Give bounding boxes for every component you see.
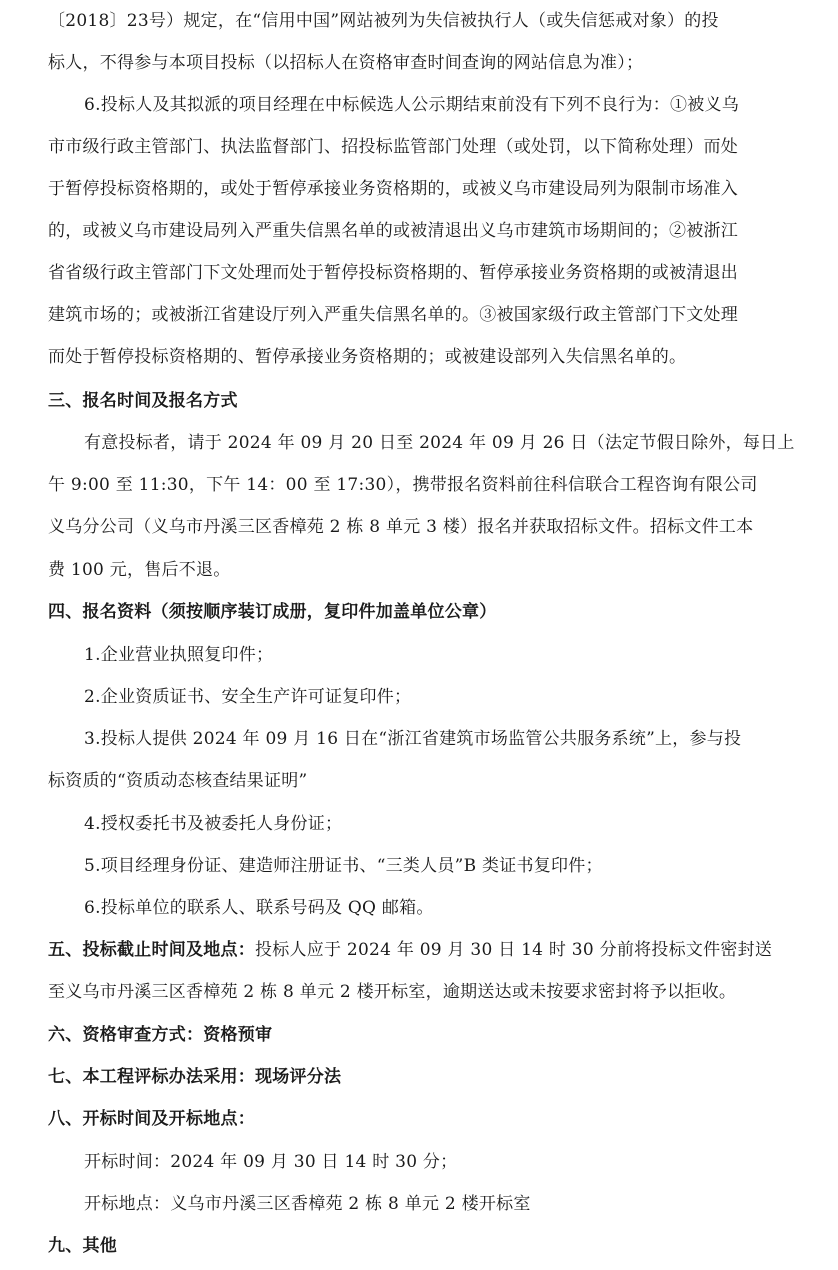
- list-item-6-line: 6.投标人及其拟派的项目经理在中标候选人公示期结束前没有下列不良行为：①被义乌: [84, 95, 739, 115]
- section-heading-5-text: 投标人应于 2024 年 09 月 30 日 14 时 30 分前将投标文件密封送: [255, 940, 773, 960]
- section-heading-5: [48, 929, 796, 971]
- list-item-continuation: 标资质的“资质动态核查结果证明”: [48, 771, 308, 791]
- section-heading-4: 四、报名资料（须按顺序装订成册，复印件加盖单位公章）: [48, 602, 497, 622]
- section-heading-8: 八、开标时间及开标地点：: [48, 1109, 255, 1129]
- paragraph-line: 省省级行政主管部门下文处理而处于暂停投标资格期的、暂停承接业务资格期的或被清退出: [48, 263, 738, 283]
- section-heading-9: 九、其他: [48, 1236, 117, 1256]
- section-heading-6: 六、资格审查方式：资格预审: [48, 1025, 273, 1045]
- section-heading-7: 七、本工程评标办法采用：现场评分法: [48, 1067, 342, 1087]
- paragraph-line: 于暂停投标资格期的，或处于暂停承接业务资格期的，或被义乌市建设局列为限制市场准入: [48, 179, 738, 199]
- paragraph-line: 而处于暂停投标资格期的、暂停承接业务资格期的；或被建设部列入失信黑名单的。: [48, 347, 687, 367]
- opening-time: 开标时间：2024 年 09 月 30 日 14 时 30 分；: [84, 1152, 458, 1172]
- paragraph-line: 标人，不得参与本项目投标（以招标人在资格审查时间查询的网站信息为准）；: [48, 53, 644, 73]
- section-heading-5-label: 五、投标截止时间及地点：: [48, 940, 255, 960]
- paragraph-line: 〔2018〕23号）规定，在“信用中国”网站被列为失信被执行人（或失信惩戒对象）的投: [48, 11, 719, 31]
- list-item: 5.项目经理身份证、建造师注册证书、“三类人员”B 类证书复印件；: [84, 856, 603, 876]
- list-item: 6.投标单位的联系人、联系号码及 QQ 邮箱。: [84, 898, 434, 918]
- paragraph-line: 的，或被义乌市建设局列入严重失信黑名单的或被清退出义乌市建筑市场期间的；②被浙江: [48, 221, 738, 241]
- opening-location: 开标地点：义乌市丹溪三区香樟苑 2 栋 8 单元 2 楼开标室: [84, 1194, 531, 1214]
- paragraph-line: 费 100 元，售后不退。: [48, 560, 231, 580]
- list-item: 3.投标人提供 2024 年 09 月 16 日在“浙江省建筑市场监管公共服务系统”上，参与投: [84, 729, 742, 749]
- list-item: 1.企业营业执照复印件；: [84, 645, 274, 665]
- paragraph-line: 午 9:00 至 11:30，下午 14：00 至 17:30），携带报名资料前往科信联合工程咨询有限公司: [48, 475, 758, 495]
- paragraph-line: 至义乌市丹溪三区香樟苑 2 栋 8 单元 2 楼开标室，逾期送达或未按要求密封将予以拒收。: [48, 982, 737, 1002]
- list-item: 2.企业资质证书、安全生产许可证复印件；: [84, 687, 412, 707]
- paragraph-line: 有意投标者，请于 2024 年 09 月 20 日至 2024 年 09 月 26 日（法定节假日除外，每日上: [84, 433, 795, 453]
- section-heading-3: 三、报名时间及报名方式: [48, 391, 238, 411]
- paragraph-line: 义乌分公司（义乌市丹溪三区香樟苑 2 栋 8 单元 3 楼）报名并获取招标文件。招标文件工本: [48, 517, 754, 537]
- paragraph-line: 建筑市场的；或被浙江省建设厅列入严重失信黑名单的。③被国家级行政主管部门下文处理: [48, 305, 738, 325]
- paragraph-line: 市市级行政主管部门、执法监督部门、招投标监管部门处理（或处罚，以下简称处理）而处: [48, 137, 738, 157]
- list-item: 4.授权委托书及被委托人身份证；: [84, 814, 343, 834]
